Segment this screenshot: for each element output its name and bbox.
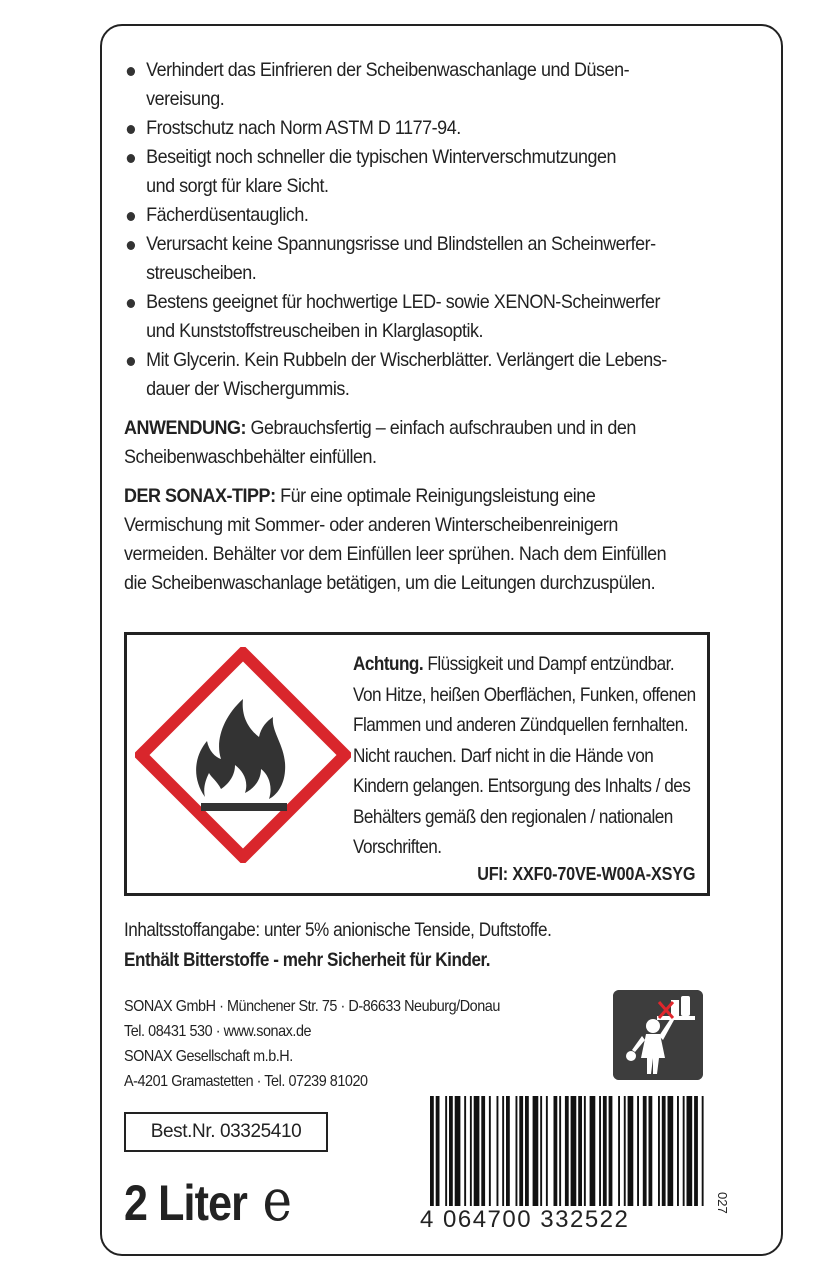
- usage-section: [124, 414, 676, 472]
- barcode-bar: [516, 1096, 518, 1206]
- tip-text: Für eine optimale Reinigungsleistung eine Vermischung mit Sommer- oder anderen Winterscheibenreinigern vermeiden. Behälter vor dem Einfüllen leer sprühen. Nach dem Einfüllen die Scheibenwaschanlage betätigen, um die Leitungen durchzuspülen.: [124, 485, 667, 594]
- feature-item: Beseitigt noch schneller die typischen Winterverschmutzungen und sorgt für klare Sicht.: [124, 143, 676, 201]
- barcode-bar: [540, 1096, 542, 1206]
- usage-text: Gebrauchsfertig – einfach aufschrauben und in den Scheibenwaschbehälter einfüllen.: [124, 417, 636, 468]
- feature-list: [124, 56, 676, 404]
- barcode-bar: [694, 1096, 698, 1206]
- address-line: A-4201 Gramastetten · Tel. 07239 81020: [124, 1073, 368, 1090]
- barcode-bar: [643, 1096, 647, 1206]
- volume-label: [124, 1166, 292, 1234]
- barcode-bar: [590, 1096, 596, 1206]
- tip-heading: DER SONAX-TIPP:: [124, 485, 276, 507]
- order-number: Best.Nr. 03325410: [124, 1112, 328, 1152]
- barcode-bar: [565, 1096, 569, 1206]
- address-line: SONAX Gesellschaft m.b.H.: [124, 1048, 293, 1065]
- barcode-bar: [445, 1096, 447, 1206]
- ingredients-section: [124, 916, 664, 976]
- feature-item: Mit Glycerin. Kein Rubbeln der Wischerblätter. Verlängert die Lebens- dauer der Wischergummis.: [124, 346, 676, 404]
- bitter-notice: Enthält Bitterstoffe - mehr Sicherheit für Kinder.: [124, 950, 491, 971]
- address-line: SONAX GmbH · Münchener Str. 75 · D-86633 Neuburg/Donau: [124, 998, 500, 1015]
- hazard-warning-text: [353, 649, 696, 863]
- barcode-bar: [578, 1096, 582, 1206]
- barcode-bar: [533, 1096, 539, 1206]
- address-line: Tel. 08431 530 · www.sonax.de: [124, 1023, 312, 1040]
- usage-heading: ANWENDUNG:: [124, 417, 246, 439]
- barcode-bar: [449, 1096, 453, 1206]
- volume-text: 2 Liter: [124, 1175, 248, 1231]
- ingredients-text: Inhaltsstoffangabe: unter 5% anionische Tenside, Duftstoffe.: [124, 920, 552, 941]
- barcode-bar: [519, 1096, 523, 1206]
- keep-away-from-children-icon: [613, 990, 703, 1080]
- barcode-bar: [470, 1096, 472, 1206]
- barcode-bar: [599, 1096, 601, 1206]
- barcode-bar: [702, 1096, 704, 1206]
- feature-item: Fächerdüsentauglich.: [124, 201, 676, 230]
- barcode-bar: [546, 1096, 548, 1206]
- barcode-bar: [559, 1096, 561, 1206]
- barcode-bar: [618, 1096, 620, 1206]
- estimated-sign: e: [262, 1166, 292, 1234]
- feature-item: Verhindert das Einfrieren der Scheibenwaschanlage und Düsen- vereisung.: [124, 56, 676, 114]
- barcode-bar: [584, 1096, 586, 1206]
- barcode-bar: [687, 1096, 693, 1206]
- feature-item: Frostschutz nach Norm ASTM D 1177-94.: [124, 114, 676, 143]
- barcode-bar: [430, 1096, 434, 1206]
- barcode-bar: [464, 1096, 466, 1206]
- barcode-bar: [637, 1096, 639, 1206]
- warning-body: Flüssigkeit und Dampf entzündbar. Von Hitze, heißen Oberflächen, Funken, offenen Flammen und anderen Zündquellen fernhalten. Nicht rauchen. Darf nicht in die Hände von Kindern gelangen. Entsorgung des Inhalts / des Behälters gemäß den regionalen / nationalen Vorschriften.: [353, 653, 696, 858]
- barcode-bar: [525, 1096, 529, 1206]
- barcode-bar: [609, 1096, 613, 1206]
- barcode-bar: [436, 1096, 440, 1206]
- barcode-bar: [628, 1096, 634, 1206]
- flammable-icon: [135, 647, 351, 863]
- barcode-bar: [506, 1096, 510, 1206]
- barcode-bar: [455, 1096, 461, 1206]
- barcode-bar: [624, 1096, 626, 1206]
- barcode-bar: [489, 1096, 491, 1206]
- barcode-bar: [603, 1096, 607, 1206]
- barcode-bar: [481, 1096, 485, 1206]
- vertical-code: 027: [715, 1192, 730, 1214]
- ufi-code: UFI: XXF0-70VE-W00A-XSYG: [476, 864, 695, 884]
- feature-item: Verursacht keine Spannungsrisse und Blindstellen an Scheinwerfer- streuscheiben.: [124, 230, 676, 288]
- barcode-bar: [497, 1096, 499, 1206]
- tip-section: [124, 482, 676, 598]
- hazard-warning-box: [124, 632, 710, 896]
- barcode-bar: [502, 1096, 504, 1206]
- feature-item: Bestens geeignet für hochwertige LED- sowie XENON-Scheinwerfer und Kunststoffstreuscheiben in Klarglasoptik.: [124, 288, 676, 346]
- barcode-bar: [683, 1096, 685, 1206]
- barcode-bar: [649, 1096, 653, 1206]
- main-text: [124, 56, 676, 598]
- barcode-bar: [554, 1096, 558, 1206]
- barcode-bar: [668, 1096, 674, 1206]
- barcode-bar: [474, 1096, 480, 1206]
- warning-heading: Achtung.: [353, 653, 424, 675]
- barcode-bar: [658, 1096, 660, 1206]
- barcode: [430, 1096, 705, 1206]
- barcode-number: 4 064700 332522: [420, 1206, 630, 1233]
- barcode-bar: [571, 1096, 577, 1206]
- manufacturer-address: [124, 994, 556, 1094]
- barcode-bar: [662, 1096, 666, 1206]
- barcode-bar: [677, 1096, 679, 1206]
